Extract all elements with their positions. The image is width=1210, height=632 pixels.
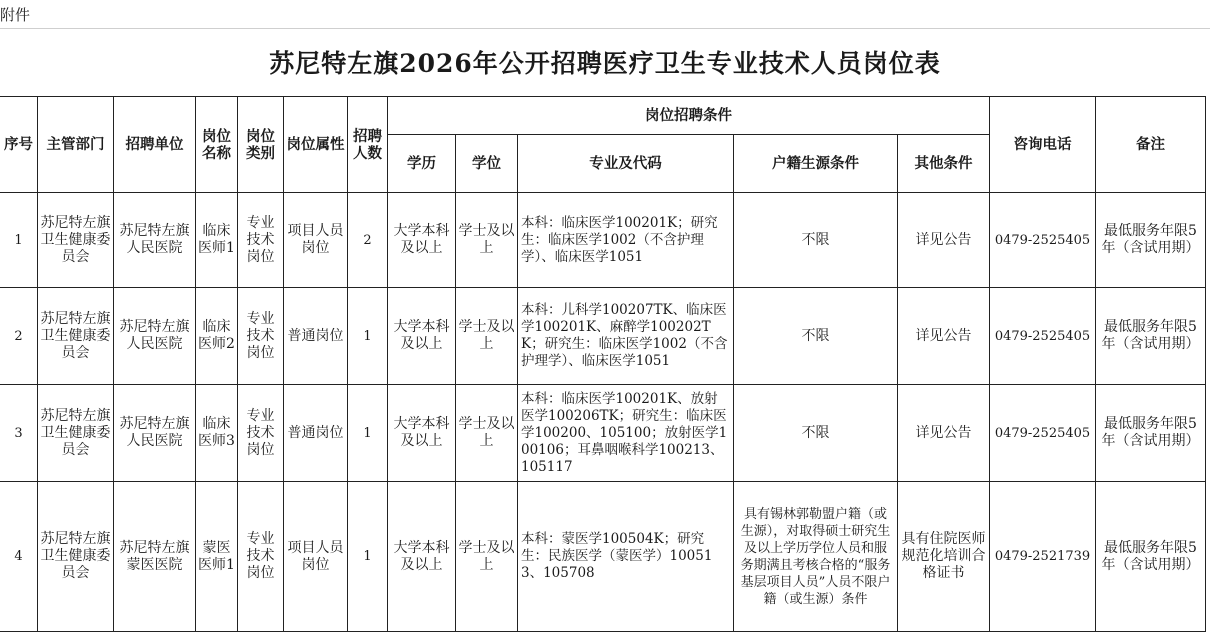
table-row bbox=[0, 288, 1206, 385]
row-household: 具有锡林郭勒盟户籍（或生源），对取得硕士研究生及以上学历学位人员和服务期满且考核合格的“服务基层项目人员”人员不限户籍（或生源）条件 bbox=[734, 482, 898, 632]
header-degree: 学位 bbox=[456, 135, 518, 193]
header-remark: 备注 bbox=[1096, 97, 1206, 193]
row-post-type: 专业技术岗位 bbox=[238, 288, 284, 385]
row-education: 大学本科及以上 bbox=[388, 288, 456, 385]
row-remark: 最低服务年限5年（含试用期） bbox=[1096, 482, 1206, 632]
row-household: 不限 bbox=[734, 385, 898, 482]
row-degree: 学士及以上 bbox=[456, 193, 518, 288]
row-post-name: 临床医师3 bbox=[196, 385, 238, 482]
row-phone: 0479-2525405 bbox=[990, 193, 1096, 288]
row-unit: 苏尼特左旗人民医院 bbox=[114, 288, 196, 385]
row-other: 详见公告 bbox=[898, 385, 990, 482]
row-dept: 苏尼特左旗卫生健康委员会 bbox=[38, 193, 114, 288]
row-phone: 0479-2525405 bbox=[990, 385, 1096, 482]
header-dept: 主管部门 bbox=[38, 97, 114, 193]
row-household: 不限 bbox=[734, 193, 898, 288]
row-phone: 0479-2521739 bbox=[990, 482, 1096, 632]
row-post-attr: 项目人员岗位 bbox=[284, 193, 348, 288]
row-unit: 苏尼特左旗人民医院 bbox=[114, 193, 196, 288]
row-post-name: 临床医师1 bbox=[196, 193, 238, 288]
row-education: 大学本科及以上 bbox=[388, 193, 456, 288]
row-post-name: 蒙医医师1 bbox=[196, 482, 238, 632]
row-dept: 苏尼特左旗卫生健康委员会 bbox=[38, 288, 114, 385]
row-count: 1 bbox=[348, 288, 388, 385]
row-count: 2 bbox=[348, 193, 388, 288]
row-other: 详见公告 bbox=[898, 193, 990, 288]
row-post-name: 临床医师2 bbox=[196, 288, 238, 385]
table-row bbox=[0, 193, 1206, 288]
header-seq: 序号 bbox=[0, 97, 38, 193]
row-degree: 学士及以上 bbox=[456, 288, 518, 385]
row-post-attr: 普通岗位 bbox=[284, 385, 348, 482]
row-other: 具有住院医师规范化培训合格证书 bbox=[898, 482, 990, 632]
row-post-attr: 普通岗位 bbox=[284, 288, 348, 385]
row-count: 1 bbox=[348, 385, 388, 482]
row-remark: 最低服务年限5年（含试用期） bbox=[1096, 385, 1206, 482]
row-post-type: 专业技术岗位 bbox=[238, 482, 284, 632]
header-count: 招聘人数 bbox=[348, 97, 388, 193]
row-seq: 2 bbox=[0, 288, 38, 385]
row-education: 大学本科及以上 bbox=[388, 385, 456, 482]
table-row bbox=[0, 385, 1206, 482]
row-education: 大学本科及以上 bbox=[388, 482, 456, 632]
row-household: 不限 bbox=[734, 288, 898, 385]
table-row bbox=[0, 482, 1206, 632]
header-unit: 招聘单位 bbox=[114, 97, 196, 193]
header-household: 户籍生源条件 bbox=[734, 135, 898, 193]
row-degree: 学士及以上 bbox=[456, 482, 518, 632]
header-post-type: 岗位类别 bbox=[238, 97, 284, 193]
row-seq: 3 bbox=[0, 385, 38, 482]
row-unit: 苏尼特左旗蒙医医院 bbox=[114, 482, 196, 632]
header-other: 其他条件 bbox=[898, 135, 990, 193]
row-post-type: 专业技术岗位 bbox=[238, 385, 284, 482]
row-dept: 苏尼特左旗卫生健康委员会 bbox=[38, 385, 114, 482]
header-post-name: 岗位名称 bbox=[196, 97, 238, 193]
row-seq: 4 bbox=[0, 482, 38, 632]
row-other: 详见公告 bbox=[898, 288, 990, 385]
row-major: 本科：临床医学100201K；研究生：临床医学1002（不含护理学）、临床医学1051 bbox=[518, 193, 734, 288]
header-major: 专业及代码 bbox=[518, 135, 734, 193]
row-major: 本科：蒙医学100504K；研究生：民族医学（蒙医学）100513、105708 bbox=[518, 482, 734, 632]
row-major: 本科：临床医学100201K、放射医学100206TK；研究生：临床医学100200、105100；放射医学100106；耳鼻咽喉科学100213、105117 bbox=[518, 385, 734, 482]
row-seq: 1 bbox=[0, 193, 38, 288]
row-post-attr: 项目人员岗位 bbox=[284, 482, 348, 632]
row-dept: 苏尼特左旗卫生健康委员会 bbox=[38, 482, 114, 632]
row-major: 本科：儿科学100207TK、临床医学100201K、麻醉学100202TK；研究生：临床医学1002（不含护理学）、临床医学1051 bbox=[518, 288, 734, 385]
header-education: 学历 bbox=[388, 135, 456, 193]
row-remark: 最低服务年限5年（含试用期） bbox=[1096, 288, 1206, 385]
row-phone: 0479-2525405 bbox=[990, 288, 1096, 385]
recruitment-table bbox=[0, 96, 1206, 632]
row-degree: 学士及以上 bbox=[456, 385, 518, 482]
row-post-type: 专业技术岗位 bbox=[238, 193, 284, 288]
row-unit: 苏尼特左旗人民医院 bbox=[114, 385, 196, 482]
page-title: 苏尼特左旗2026年公开招聘医疗卫生专业技术人员岗位表 bbox=[269, 49, 941, 78]
header-phone: 咨询电话 bbox=[990, 97, 1096, 193]
row-remark: 最低服务年限5年（含试用期） bbox=[1096, 193, 1206, 288]
header-post-attr: 岗位属性 bbox=[284, 97, 348, 193]
header-conditions: 岗位招聘条件 bbox=[388, 97, 990, 135]
row-count: 1 bbox=[348, 482, 388, 632]
attachment-label: 附件 bbox=[0, 4, 1210, 29]
